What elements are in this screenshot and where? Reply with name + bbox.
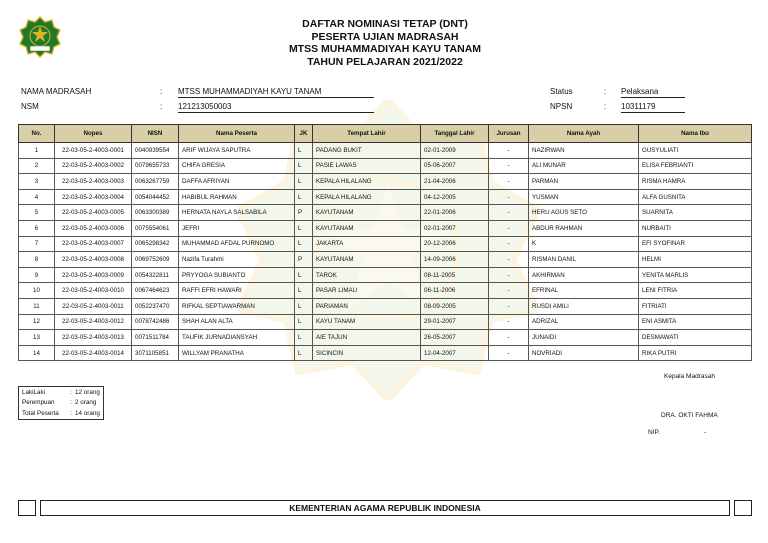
- table-cell: 0069752609: [132, 252, 179, 268]
- table-cell: K: [529, 236, 639, 252]
- table-cell: 0079655733: [132, 158, 179, 174]
- table-cell: RIFKAL SEPTIAWARMAN: [179, 298, 295, 314]
- column-header: Nama Ayah: [529, 125, 639, 143]
- table-cell: P: [295, 205, 313, 221]
- table-cell: RUSDI AMILI: [529, 298, 639, 314]
- table-cell: 22-03-05-2-4003-0004: [55, 189, 132, 205]
- table-cell: L: [295, 314, 313, 330]
- table-cell: KEPALA HILALANG: [313, 174, 421, 190]
- table-cell: L: [295, 236, 313, 252]
- table-cell: 0063300389: [132, 205, 179, 221]
- table-cell: 2: [19, 158, 55, 174]
- table-cell: AKHIRMAN: [529, 267, 639, 283]
- table-cell: 02-01-2009: [421, 143, 489, 159]
- table-row: [19, 283, 752, 299]
- table-cell: 0065298342: [132, 236, 179, 252]
- table-cell: 26-05-2007: [421, 330, 489, 346]
- table-cell: EFI SYOFINAR: [639, 236, 752, 252]
- table-cell: GUSYULIATI: [639, 143, 752, 159]
- table-cell: JEFRI: [179, 220, 295, 236]
- table-cell: MUHAMMAD AFDAL PURNOMO: [179, 236, 295, 252]
- table-cell: KAYUTANAM: [313, 205, 421, 221]
- column-header: Nopes: [55, 125, 132, 143]
- table-cell: 22-03-05-2-4003-0014: [55, 345, 132, 361]
- table-cell: -: [489, 158, 529, 174]
- table-cell: 12: [19, 314, 55, 330]
- table-cell: 29-01-2007: [421, 314, 489, 330]
- table-cell: 02-01-2007: [421, 220, 489, 236]
- column-header: No.: [19, 125, 55, 143]
- table-header-row: [19, 125, 752, 143]
- table-cell: RAFFI EFRI HAWARI: [179, 283, 295, 299]
- table-row: [19, 330, 752, 346]
- summary-label: Perempuan: [22, 399, 55, 407]
- table-cell: 08-09-2005: [421, 298, 489, 314]
- table-cell: -: [489, 283, 529, 299]
- table-cell: L: [295, 298, 313, 314]
- column-header: NISN: [132, 125, 179, 143]
- table-cell: RISMA HAMRA: [639, 174, 752, 190]
- table-row: [19, 158, 752, 174]
- colon: :: [604, 87, 607, 96]
- footer-left-box: [18, 500, 36, 516]
- table-row: [19, 252, 752, 268]
- table-cell: CHIFA GRESIA: [179, 158, 295, 174]
- table-cell: 6: [19, 220, 55, 236]
- summary-value: 2 orang: [75, 399, 97, 407]
- table-cell: PADANG BUKIT: [313, 143, 421, 159]
- column-header: Tanggal Lahir: [421, 125, 489, 143]
- signature-name: DRA. OKTI FAHMA: [661, 412, 718, 419]
- table-cell: 0075554061: [132, 220, 179, 236]
- table-cell: PASIE LAWAS: [313, 158, 421, 174]
- table-cell: L: [295, 143, 313, 159]
- summary-label: Total Peserta: [22, 409, 59, 417]
- table-cell: HERNATA NAYLA SALSABILA: [179, 205, 295, 221]
- table-cell: PRYYOGA SUBIANTO: [179, 267, 295, 283]
- table-cell: 22-03-05-2-4003-0013: [55, 330, 132, 346]
- table-cell: ARIF WIJAYA SAPUTRA: [179, 143, 295, 159]
- table-cell: SHAH ALAN ALTA: [179, 314, 295, 330]
- table-cell: 06-11-2006: [421, 283, 489, 299]
- nip-label: NIP.: [648, 429, 660, 436]
- nama-madrasah-value: MTSS MUHAMMADIYAH KAYU TANAM: [178, 87, 374, 98]
- title-line-4: TAHUN PELAJARAN 2021/2022: [307, 55, 463, 68]
- table-row: [19, 143, 752, 159]
- table-row: [19, 220, 752, 236]
- table-cell: 10: [19, 283, 55, 299]
- summary-separator: :: [70, 399, 72, 407]
- table-cell: NAZIRWAN: [529, 143, 639, 159]
- table-cell: P: [295, 252, 313, 268]
- table-cell: -: [489, 252, 529, 268]
- summary-separator: :: [70, 388, 72, 396]
- npsn-value: 10311179: [621, 102, 685, 113]
- table-cell: EFRINAL: [529, 283, 639, 299]
- table-cell: 0054322811: [132, 267, 179, 283]
- column-header: Nama Ibu: [639, 125, 752, 143]
- status-value: Pelaksana: [621, 87, 685, 98]
- table-cell: 22-03-05-2-4003-0001: [55, 143, 132, 159]
- table-cell: L: [295, 283, 313, 299]
- table-cell: -: [489, 236, 529, 252]
- table-cell: DESMAWATI: [639, 330, 752, 346]
- table-cell: 3071105851: [132, 345, 179, 361]
- table-cell: TAROK: [313, 267, 421, 283]
- footer-ministry: KEMENTERIAN AGAMA REPUBLIK INDONESIA: [40, 500, 730, 516]
- table-cell: KAYUTANAM: [313, 220, 421, 236]
- table-cell: 5: [19, 205, 55, 221]
- table-row: [19, 174, 752, 190]
- table-cell: ALFA GUSNITA: [639, 189, 752, 205]
- table-cell: L: [295, 267, 313, 283]
- table-cell: 8: [19, 252, 55, 268]
- table-cell: 4: [19, 189, 55, 205]
- table-cell: -: [489, 174, 529, 190]
- table-cell: PARIAMAN: [313, 298, 421, 314]
- table-cell: 22-03-05-2-4003-0005: [55, 205, 132, 221]
- table-cell: 22-03-05-2-4003-0006: [55, 220, 132, 236]
- table-cell: L: [295, 330, 313, 346]
- summary-label: LakiLaki: [22, 388, 46, 396]
- nip-value: -: [704, 429, 707, 436]
- title-line-2: PESERTA UJIAN MADRASAH: [311, 30, 459, 43]
- table-cell: DAFFA AFRIYAN: [179, 174, 295, 190]
- table-cell: KAYUTANAM: [313, 252, 421, 268]
- npsn-label: NPSN: [550, 102, 573, 111]
- summary-row: [19, 398, 103, 409]
- table-cell: -: [489, 298, 529, 314]
- table-cell: 1: [19, 143, 55, 159]
- table-cell: RIKA PUTRI: [639, 345, 752, 361]
- table-cell: 12-04-2007: [421, 345, 489, 361]
- column-header: JK: [295, 125, 313, 143]
- table-cell: 22-03-05-2-4003-0003: [55, 174, 132, 190]
- summary-row: [19, 387, 103, 398]
- table-cell: 11: [19, 298, 55, 314]
- table-cell: PARMAN: [529, 174, 639, 190]
- table-cell: 22-03-05-2-4003-0007: [55, 236, 132, 252]
- table-row: [19, 314, 752, 330]
- table-cell: PASAR LIMAU: [313, 283, 421, 299]
- table-cell: JUNAIDI: [529, 330, 639, 346]
- table-cell: HERU AGUS SETO: [529, 205, 639, 221]
- table-cell: ELISA FEBRIANTI: [639, 158, 752, 174]
- table-cell: -: [489, 189, 529, 205]
- summary-separator: :: [70, 409, 72, 417]
- table-cell: 3: [19, 174, 55, 190]
- column-header: Nama Peserta: [179, 125, 295, 143]
- table-cell: 22-03-05-2-4003-0012: [55, 314, 132, 330]
- table-cell: 22-03-05-2-4003-0010: [55, 283, 132, 299]
- table-cell: L: [295, 189, 313, 205]
- table-cell: JAKARTA: [313, 236, 421, 252]
- summary-row: [19, 408, 103, 419]
- table-cell: -: [489, 330, 529, 346]
- table-cell: 0040939554: [132, 143, 179, 159]
- table-cell: 22-03-05-2-4003-0009: [55, 267, 132, 283]
- table-cell: 21-04-2006: [421, 174, 489, 190]
- table-row: [19, 205, 752, 221]
- colon: :: [160, 102, 163, 111]
- table-cell: YENITA MARLIS: [639, 267, 752, 283]
- table-cell: -: [489, 205, 529, 221]
- table-cell: LENI FITRIA: [639, 283, 752, 299]
- table-cell: -: [489, 345, 529, 361]
- summary-value: 14 orang: [75, 409, 100, 417]
- kemenag-logo-icon: [18, 16, 62, 62]
- table-row: [19, 267, 752, 283]
- table-row: [19, 345, 752, 361]
- table-cell: HELMI: [639, 252, 752, 268]
- table-cell: 0054044452: [132, 189, 179, 205]
- table-cell: 22-01-2006: [421, 205, 489, 221]
- table-cell: NURBAITI: [639, 220, 752, 236]
- column-header: Jurusan: [489, 125, 529, 143]
- table-cell: ABDUR RAHMAN: [529, 220, 639, 236]
- participant-table: [18, 124, 752, 361]
- table-cell: ENI ASMITA: [639, 314, 752, 330]
- table-cell: 05-06-2007: [421, 158, 489, 174]
- nsm-value: 121213050003: [178, 102, 374, 113]
- title-line-3: MTSS MUHAMMADIYAH KAYU TANAM: [288, 43, 482, 55]
- signature-role: Kepala Madrasah: [664, 373, 715, 380]
- table-cell: 13: [19, 330, 55, 346]
- footer-right-box: [734, 500, 752, 516]
- table-cell: 20-12-2006: [421, 236, 489, 252]
- status-label: Status: [550, 87, 573, 96]
- table-cell: WILLYAM PRANATHA: [179, 345, 295, 361]
- table-cell: 22-03-05-2-4003-0002: [55, 158, 132, 174]
- table-cell: RISMAN DANIL: [529, 252, 639, 268]
- table-cell: AIE TAJUN: [313, 330, 421, 346]
- table-row: [19, 298, 752, 314]
- table-cell: 22-03-05-2-4003-0008: [55, 252, 132, 268]
- table-cell: 22-03-05-2-4003-0011: [55, 298, 132, 314]
- table-cell: HABIBUL RAHMAN: [179, 189, 295, 205]
- table-cell: L: [295, 174, 313, 190]
- nama-madrasah-label: NAMA MADRASAH: [21, 87, 92, 96]
- table-cell: 9: [19, 267, 55, 283]
- table-cell: 7: [19, 236, 55, 252]
- colon: :: [604, 102, 607, 111]
- table-row: [19, 236, 752, 252]
- table-cell: -: [489, 314, 529, 330]
- table-cell: SUARNITA: [639, 205, 752, 221]
- table-cell: ADRIZAL: [529, 314, 639, 330]
- table-cell: 14-09-2006: [421, 252, 489, 268]
- table-cell: 08-11-2005: [421, 267, 489, 283]
- table-cell: 0078742486: [132, 314, 179, 330]
- colon: :: [160, 87, 163, 96]
- table-cell: -: [489, 143, 529, 159]
- table-cell: 0071511784: [132, 330, 179, 346]
- table-cell: L: [295, 158, 313, 174]
- table-cell: 14: [19, 345, 55, 361]
- nsm-label: NSM: [21, 102, 39, 111]
- summary-value: 12 orang: [75, 388, 100, 396]
- gender-summary: [18, 386, 104, 420]
- table-cell: ALI MUNAR: [529, 158, 639, 174]
- table-cell: 04-12-2005: [421, 189, 489, 205]
- table-cell: KAYU TANAM: [313, 314, 421, 330]
- table-cell: YUSMAN: [529, 189, 639, 205]
- column-header: Tempat Lahir: [313, 125, 421, 143]
- table-cell: L: [295, 345, 313, 361]
- table-cell: L: [295, 220, 313, 236]
- table-cell: FITRIATI: [639, 298, 752, 314]
- table-cell: 0052237470: [132, 298, 179, 314]
- table-cell: 0063267759: [132, 174, 179, 190]
- table-row: [19, 189, 752, 205]
- table-cell: Nazifa Turahmi: [179, 252, 295, 268]
- table-cell: -: [489, 267, 529, 283]
- document-title: [230, 18, 540, 68]
- title-line-1: DAFTAR NOMINASI TETAP (DNT): [302, 18, 468, 30]
- table-cell: SICINCIN: [313, 345, 421, 361]
- table-cell: TAUFIK JURNADIANSYAH: [179, 330, 295, 346]
- table-cell: -: [489, 220, 529, 236]
- table-cell: NOVRIADI: [529, 345, 639, 361]
- table-cell: KEPALA HILALANG: [313, 189, 421, 205]
- table-cell: 0067464623: [132, 283, 179, 299]
